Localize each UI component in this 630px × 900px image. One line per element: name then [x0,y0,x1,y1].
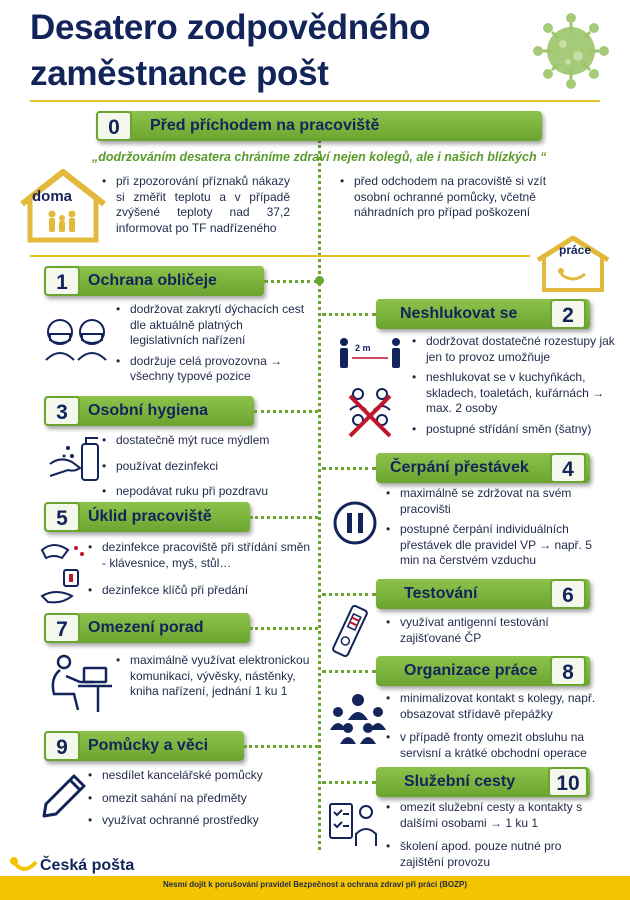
intro-left-list [100,174,290,241]
item-3-list [100,433,314,505]
item-6-label: Testování [404,585,478,602]
business-trip-icon [328,796,380,848]
list-item: • dodržovat dostatečné rozestupy jak jen to provoz umožňuje [410,334,620,365]
item-3-bar [44,396,254,426]
item-2-label: Neshlukovat se [400,305,518,322]
footer-notice: Nesmí dojít k porušování pravidel Bezpečnost a ochrana zdraví při práci (BOZP) [162,880,468,889]
item-2-bar [376,299,590,329]
team-icon [326,690,390,744]
item-3-number: 3 [44,396,80,426]
item-4-label: Čerpání přestávek [390,459,529,476]
item-8-label: Organizace práce [404,662,538,679]
item-4-list [384,486,614,574]
remote-work-icon [42,652,114,714]
item-8-bar [376,656,590,686]
item-2-list [410,334,620,442]
timeline-spine [318,140,321,850]
connector-dot [315,276,324,285]
list-item: • školení apod. pouze nutné pro zajištění provozu [384,839,604,870]
list-item: • využívat ochranné prostředky [86,813,310,829]
item-2-number: 2 [550,299,586,329]
intro-divider [30,255,530,257]
list-item: • nepodávat ruku při pozdravu [100,484,314,500]
item-3-label: Osobní hygiena [88,402,209,419]
connector [322,313,376,316]
item-10-bar [376,767,590,797]
item-10-label: Služební cesty [404,773,516,790]
intro-label: Před příchodem na pracoviště [150,117,380,134]
item-7-list [114,653,310,705]
antigen-test-icon [330,604,370,658]
intro-number: 0 [96,111,132,141]
item-1-bar [44,266,264,296]
hand-wash-icon [48,434,104,486]
page-title-line1: Desatero zodpovědného [30,8,431,47]
connector [322,670,376,673]
list-item: • dezinfekce klíčů při předání [86,583,312,599]
item-4-number: 4 [550,453,586,483]
list-item: • postupné čerpání individuálních přestávek dle pravidel VP → např. 5 min na čerstvém vzduchu [384,522,614,569]
pen-icon [40,772,88,820]
list-item: • neshlukovat se v kuchyňkách, skladech, toaletách, kuřárnách → max. 2 osoby [410,370,620,417]
item-6-bar [376,579,590,609]
list-item: • omezit sahání na předměty [86,791,310,807]
item-6-list [384,615,584,651]
home-label: doma [32,188,73,205]
connector [264,280,318,283]
connector [254,410,318,413]
brand-name: Česká pošta [40,857,135,874]
item-10-number: 10 [548,767,588,797]
list-item: • využívat antigenní testování zajišťované ČP [384,615,584,646]
list-item: • dodržuje celá provozovna → všechny typové pozice [114,354,310,385]
list-item: • dezinfekce pracoviště při střídání směn - klávesnice, myš, stůl… [86,540,312,571]
list-item: • dodržovat zakrytí dýchacích cest dle aktuálně platných legislativních nařízení [114,302,310,349]
page-title-line2: zaměstnance pošt [30,54,329,93]
list-item: • minimalizovat kontakt s kolegy, např. obsazovat střídavě přepážky [384,691,620,722]
disinfection-icon [40,536,88,606]
item-4-bar [376,453,590,483]
distance-label: 2 m [355,343,371,353]
home-icon [18,168,108,244]
connector [244,745,318,748]
item-9-bar [44,731,244,761]
header-divider [30,100,600,102]
pause-icon [332,500,378,546]
item-8-list [384,691,620,766]
item-7-label: Omezení porad [88,619,204,636]
list-item: • postupné střídání směn (šatny) [410,422,620,438]
connector [322,781,376,784]
item-8-number: 8 [550,656,586,686]
item-1-number: 1 [44,266,80,296]
connector [322,467,376,470]
list-item: • při zpozorování příznaků nákazy si změřit teplotu a v případě zvýšené teploty nad 37,2 informovat po TF nadřízeného [100,174,290,236]
connector [322,593,376,596]
item-5-list [86,540,312,604]
ceska-posta-logo-icon [6,854,38,876]
item-10-list [384,800,604,875]
list-item: • omezit služební cesty a kontakty s dalšími osobami → 1 ku 1 [384,800,604,831]
intro-quote: „dodržováním desatera chráníme zdraví nejen kolegů, ale i našich blízkých “ [92,150,547,164]
connector [250,627,318,630]
virus-icon [528,8,614,94]
list-item: • dostatečně mýt ruce mýdlem [100,433,314,449]
connector [250,516,318,519]
list-item: • maximálně využívat elektronickou komunikaci, vývěsky, nástěnky, kniha nařízení, jednání 1 ku 1 [114,653,310,700]
item-5-number: 5 [44,502,80,532]
intro-right-list [338,174,578,226]
intro-bar [96,111,542,141]
list-item: • nesdílet kancelářské pomůcky [86,768,310,784]
item-1-list [114,302,310,390]
item-9-label: Pomůcky a věci [88,737,209,754]
item-7-number: 7 [44,613,80,643]
item-7-bar [44,613,250,643]
item-9-number: 9 [44,731,80,761]
item-1-label: Ochrana obličeje [88,272,217,289]
item-6-number: 6 [550,579,586,609]
list-item: • v případě fronty omezit obsluhu na servisní a krátké obchodní operace [384,730,620,761]
item-9-list [86,768,310,834]
item-5-bar [44,502,250,532]
list-item: • maximálně se zdržovat na svém pracovišti [384,486,614,517]
list-item: • používat dezinfekci [100,459,314,475]
face-mask-icon [42,314,110,362]
item-5-label: Úklid pracoviště [88,508,212,525]
work-label: práce [559,243,592,257]
list-item: • před odchodem na pracoviště si vzít osobní ochranné pomůcky, včetně náhradních pro případ poškození [338,174,578,221]
